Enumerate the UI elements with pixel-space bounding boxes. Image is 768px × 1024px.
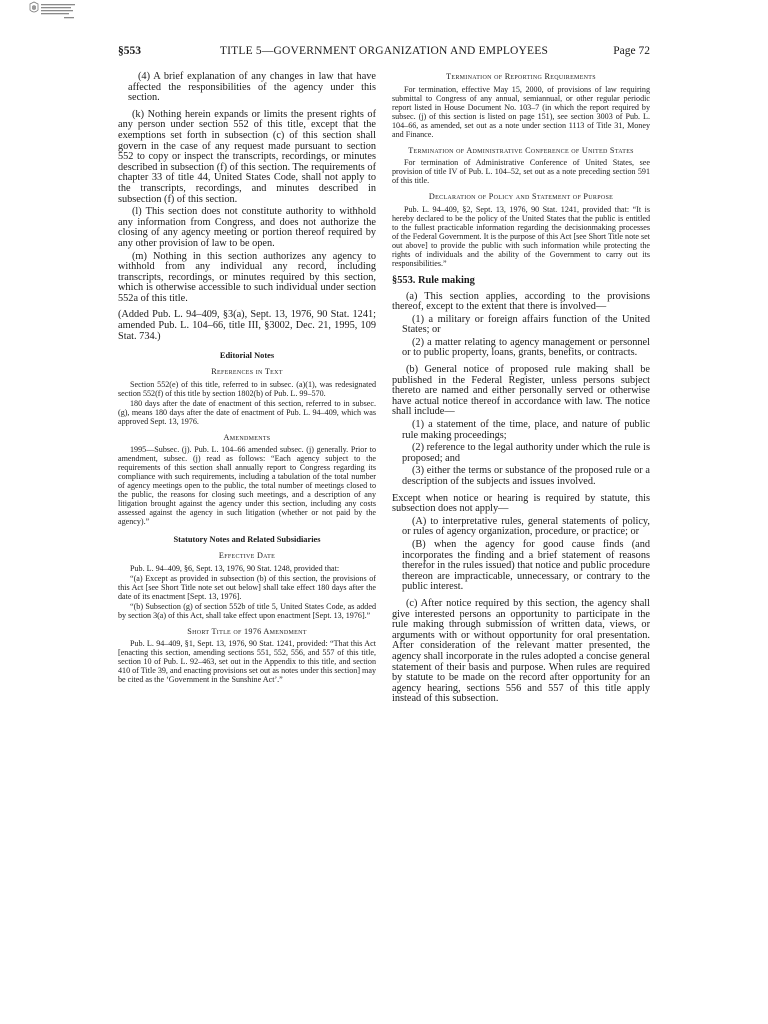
- subsection-a-intro: (a) This section applies, according to the provisions thereof, except to the extent that there is involved—: [392, 290, 650, 313]
- declaration-policy-heading: Declaration of Policy and Statement of Purpose: [428, 192, 614, 201]
- short-title-heading: Short Title of 1976 Amendment: [187, 626, 307, 636]
- right-column: [392, 72, 650, 707]
- termination-admin-conference-heading: Termination of Administrative Conference of United States: [408, 145, 634, 155]
- effective-date-note-a: “(a) Except as provided in subsection (b) of this section, the provisions of this Act [see Short Title note set out below] shall take effect 180 days after the date of its enactment [Sept. 13, 1976].: [118, 573, 376, 601]
- declaration-policy-note: Pub. L. 94–409, §2, Sept. 13, 1976, 90 Stat. 1241, provided that: “It is hereby declared to be the policy of the United States that the public is entitled to the fullest practicable information regarding the decisionmaking processes of the Federal Government. It is the purpose of this Act [see Short Title note set out above] to provide the public with such information while protecting the rights of individuals and the ability of the Government to carry out its responsibilities.”: [392, 204, 650, 268]
- termination-admin-conference-note: For termination of Administrative Conference of United States, see provision of title IV of Pub. L. 104–52, set out as a note preceding section 591 of this title.: [392, 158, 650, 185]
- source-citation: (Added Pub. L. 94–409, §3(a), Sept. 13, 1976, 90 Stat. 1241; amended Pub. L. 104–66, title III, §3002, Dec. 21, 1995, 109 Stat. 734.): [118, 309, 376, 342]
- running-header: [118, 45, 650, 61]
- left-column: [118, 72, 376, 685]
- statutory-notes-heading: Statutory Notes and Related Subsidiaries: [173, 535, 321, 545]
- header-page-number: Page 72: [613, 45, 650, 57]
- subsection-b-A: (A) to interpretative rules, general statements of policy, or rules of agency organization, procedure, or practice; or: [402, 515, 650, 538]
- subsection-b-B: (B) when the agency for good cause finds (and incorporates the finding and a brief statement of reasons therefor in the rules issued) that notice and public procedure thereon are impracticable, unnecessary, or contrary to the public interest.: [402, 538, 650, 593]
- short-title-note: Pub. L. 94–409, §1, Sept. 13, 1976, 90 Stat. 1241, provided: “That this Act [enacting this section, amending sections 551, 552, 556, and 557 of this title, section 10 of Pub. L. 92–463, set out in the Appendix to this title, and section 410 of Title 39, and enacting provisions set out as notes under this section] may be cited as the ‘Government in the Sunshine Act’.”: [118, 639, 376, 685]
- effective-date-heading: Effective Date: [218, 551, 276, 561]
- subsection-a-2: (2) a matter relating to agency management or personnel or to public property, loans, grants, benefits, or contracts.: [402, 336, 650, 359]
- paragraph-k: (k) Nothing herein expands or limits the present rights of any person under section 552 of this title, except that the exemptions set forth in subsection (c) of this section shall govern in the case of any request made pursuant to section 552 to copy or inspect the transcripts, recordings, or minutes described in subsection (f) of this section. The requirements of chapter 33 of title 44, United States Code, shall not apply to the transcripts, recordings, and minutes described in subsection (f) of this section.: [118, 108, 376, 205]
- subsection-b-3: (3) either the terms or substance of the proposed rule or a description of the subjects and issues involved.: [402, 465, 650, 487]
- subsection-b-1: (1) a statement of the time, place, and nature of public rule making proceedings;: [402, 419, 650, 441]
- subsection-b-2: (2) reference to the legal authority under which the rule is proposed; and: [402, 442, 650, 464]
- amendments-heading: Amendments: [223, 432, 271, 442]
- references-note-1: Section 552(e) of this title, referred to in subsec. (a)(1), was redesignated section 552(f) of this title by section 1802(b) of Pub. L. 99–570.: [118, 379, 376, 398]
- termination-reporting-note: For termination, effective May 15, 2000, of provisions of law requiring submittal to Congress of any annual, semiannual, or other regular periodic report listed in House Document No. 103–7 (in which the report required by subsec. (j) of this section is listed on page 151), see section 3003 of Pub. L. 104–66, as amended, set out as a note under section 1113 of Title 31, Money and Finance.: [392, 84, 650, 139]
- references-note-2: 180 days after the date of enactment of this section, referred to in subsec. (g), means 180 days after the date of enactment of Pub. L. 94–409, which was approved Sept. 13, 1976.: [118, 398, 376, 426]
- header-section-number: §553: [118, 45, 141, 57]
- paragraph-j4: (4) A brief explanation of any changes in law that have affected the responsibilities of the agency under this section.: [128, 71, 376, 104]
- amendments-note-1995: 1995—Subsec. (j). Pub. L. 104–66 amended subsec. (j) generally. Prior to amendment, subsec. (j) read as follows: “Each agency subject to the requirements of this section shall annually report to Congress regarding its compliance with such requirements, including a tabulation of the total number of agency meetings open to the public, the total number of meetings closed to the public, the reasons for closing such meetings, and a description of any litigation brought against the agency under this section, including any costs assessed against the agency in such litigation (whether or not paid by the agency).”: [118, 445, 376, 527]
- paragraph-m: (m) Nothing in this section authorizes any agency to withhold from any individual any record, including transcripts, recordings, or minutes required by this section, which is otherwise accessible to such individual under section 552a of this title.: [118, 250, 376, 304]
- references-in-text-heading: References in Text: [211, 367, 283, 377]
- header-title: TITLE 5—GOVERNMENT ORGANIZATION AND EMPLOYEES: [219, 45, 549, 57]
- effective-date-note-b: “(b) Subsection (g) of section 552b of title 5, United States Code, as added by section 3(a) of this Act, shall take effect upon enactment [Sept. 13, 1976].”: [118, 601, 376, 620]
- subsection-a-1: (1) a military or foreign affairs function of the United States; or: [402, 313, 650, 336]
- section-553-heading: §553. Rule making: [392, 274, 475, 286]
- gpo-authentication-logo: [26, 1, 84, 25]
- termination-reporting-heading: Termination of Reporting Requirements: [446, 72, 596, 81]
- editorial-notes-heading: Editorial Notes: [219, 351, 275, 361]
- effective-date-note-intro: Pub. L. 94–409, §6, Sept. 13, 1976, 90 Stat. 1248, provided that:: [130, 563, 340, 573]
- subsection-b-intro: (b) General notice of proposed rule making shall be published in the Federal Register, unless persons subject thereto are named and either personally served or otherwise have actual notice thereof in accordance with law. The notice shall include—: [392, 364, 650, 418]
- paragraph-l: (l) This section does not constitute authority to withhold any information from Congress, and does not authorize the closing of any agency meeting or portion thereof required by any other provision of law to be open.: [118, 206, 376, 249]
- subsection-b-except: Except when notice or hearing is required by statute, this subsection does not apply—: [392, 492, 650, 515]
- subsection-c: (c) After notice required by this section, the agency shall give interested persons an opportunity to participate in the rule making through submission of written data, views, or arguments with or without opportunity for oral presentation. After consideration of the relevant matter presented, the agency shall incorporate in the rules adopted a concise general statement of their basis and purpose. When rules are required by statute to be made on the record after opportunity for an agency hearing, sections 556 and 557 of this title apply instead of this subsection.: [392, 597, 650, 705]
